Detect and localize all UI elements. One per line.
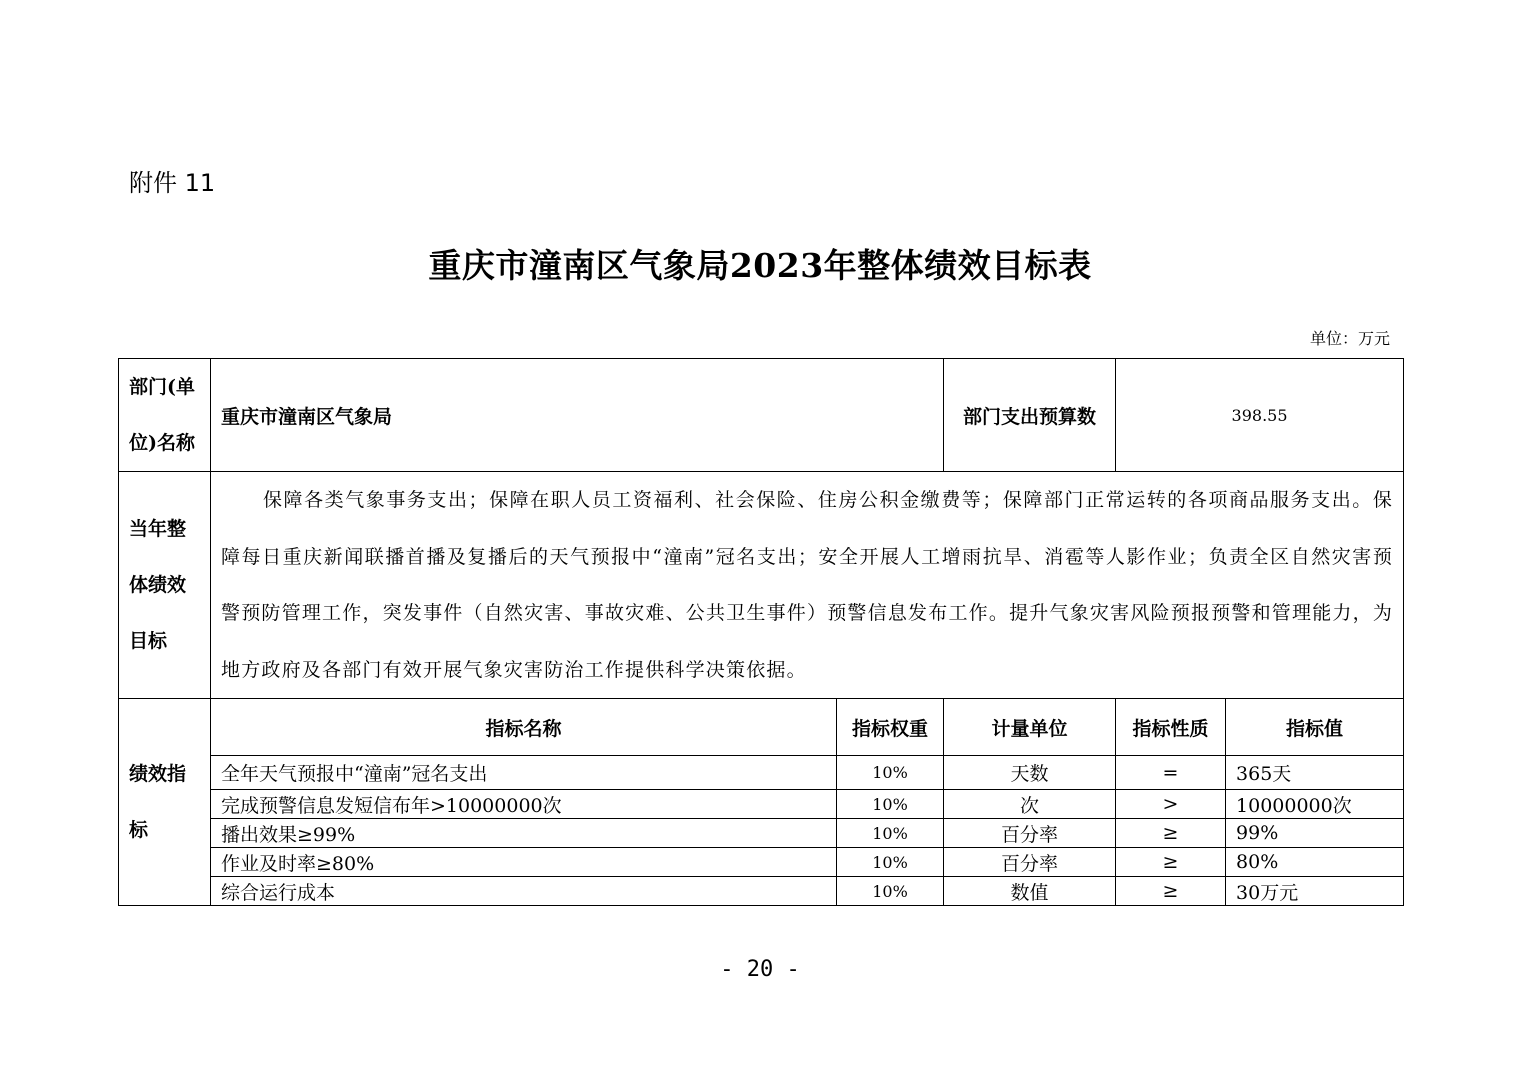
indicator-value: 30万元 — [1226, 877, 1404, 906]
budget-value: 398.55 — [1116, 359, 1404, 472]
goal-row — [119, 472, 1404, 699]
indicator-weight: 10% — [837, 790, 944, 819]
dept-row — [119, 359, 1404, 472]
indicator-value: 99% — [1226, 819, 1404, 848]
indicator-value: 80% — [1226, 848, 1404, 877]
attachment-label: 附件 11 — [129, 169, 216, 197]
indicator-unit: 次 — [944, 790, 1116, 819]
indicator-nature: > — [1116, 790, 1226, 819]
indicator-name: 播出效果≥99% — [211, 819, 837, 848]
indicator-name: 综合运行成本 — [211, 877, 837, 906]
indicator-value: 10000000次 — [1226, 790, 1404, 819]
indicator-unit: 数值 — [944, 877, 1116, 906]
table-row — [119, 756, 1404, 790]
indicator-label: 绩效指 标 — [119, 699, 211, 906]
page-number: - 20 - — [720, 957, 800, 982]
indicator-name: 完成预警信息发短信布年>10000000次 — [211, 790, 837, 819]
column-header: 指标值 — [1226, 699, 1404, 756]
indicator-name: 全年天气预报中“潼南”冠名支出 — [211, 756, 837, 790]
indicator-unit: 百分率 — [944, 819, 1116, 848]
indicator-unit: 天数 — [944, 756, 1116, 790]
indicator-value: 365天 — [1226, 756, 1404, 790]
indicator-nature: ≥ — [1116, 819, 1226, 848]
goal-label: 当年整 体绩效 目标 — [119, 472, 211, 699]
unit-note: 单位：万元 — [1309, 329, 1390, 348]
dept-name: 重庆市潼南区气象局 — [211, 359, 944, 472]
table-row — [119, 848, 1404, 877]
performance-target-table — [118, 358, 1404, 906]
table-row — [119, 877, 1404, 906]
goal-text: 保障各类气象事务支出；保障在职人员工资福利、社会保险、住房公积金缴费等；保障部门正常运转的各项商品服务支出。保障每日重庆新闻联播首播及复播后的天气预报中“潼南”冠名支出；安全开展人工增雨抗旱、消雹等人影作业；负责全区自然灾害预警预防管理工作，突发事件（自然灾害、事故灾难、公共卫生事件）预警信息发布工作。提升气象灾害风险预报预警和管理能力，为地方政府及各部门有效开展气象灾害防治工作提供科学决策依据。 — [211, 472, 1404, 699]
dept-label: 部门(单 位)名称 — [119, 359, 211, 472]
indicator-weight: 10% — [837, 848, 944, 877]
indicator-nature: ≥ — [1116, 848, 1226, 877]
column-header: 计量单位 — [944, 699, 1116, 756]
column-header: 指标性质 — [1116, 699, 1226, 756]
table-row — [119, 790, 1404, 819]
indicator-nature: ≥ — [1116, 877, 1226, 906]
column-header: 指标权重 — [837, 699, 944, 756]
indicator-name: 作业及时率≥80% — [211, 848, 837, 877]
indicator-weight: 10% — [837, 877, 944, 906]
table-row — [119, 819, 1404, 848]
indicator-nature: = — [1116, 756, 1226, 790]
document-title: 重庆市潼南区气象局2023年整体绩效目标表 — [428, 246, 1092, 285]
indicator-header-row — [119, 699, 1404, 756]
budget-label: 部门支出预算数 — [944, 359, 1116, 472]
indicator-unit: 百分率 — [944, 848, 1116, 877]
column-header: 指标名称 — [211, 699, 837, 756]
indicator-weight: 10% — [837, 756, 944, 790]
indicator-weight: 10% — [837, 819, 944, 848]
